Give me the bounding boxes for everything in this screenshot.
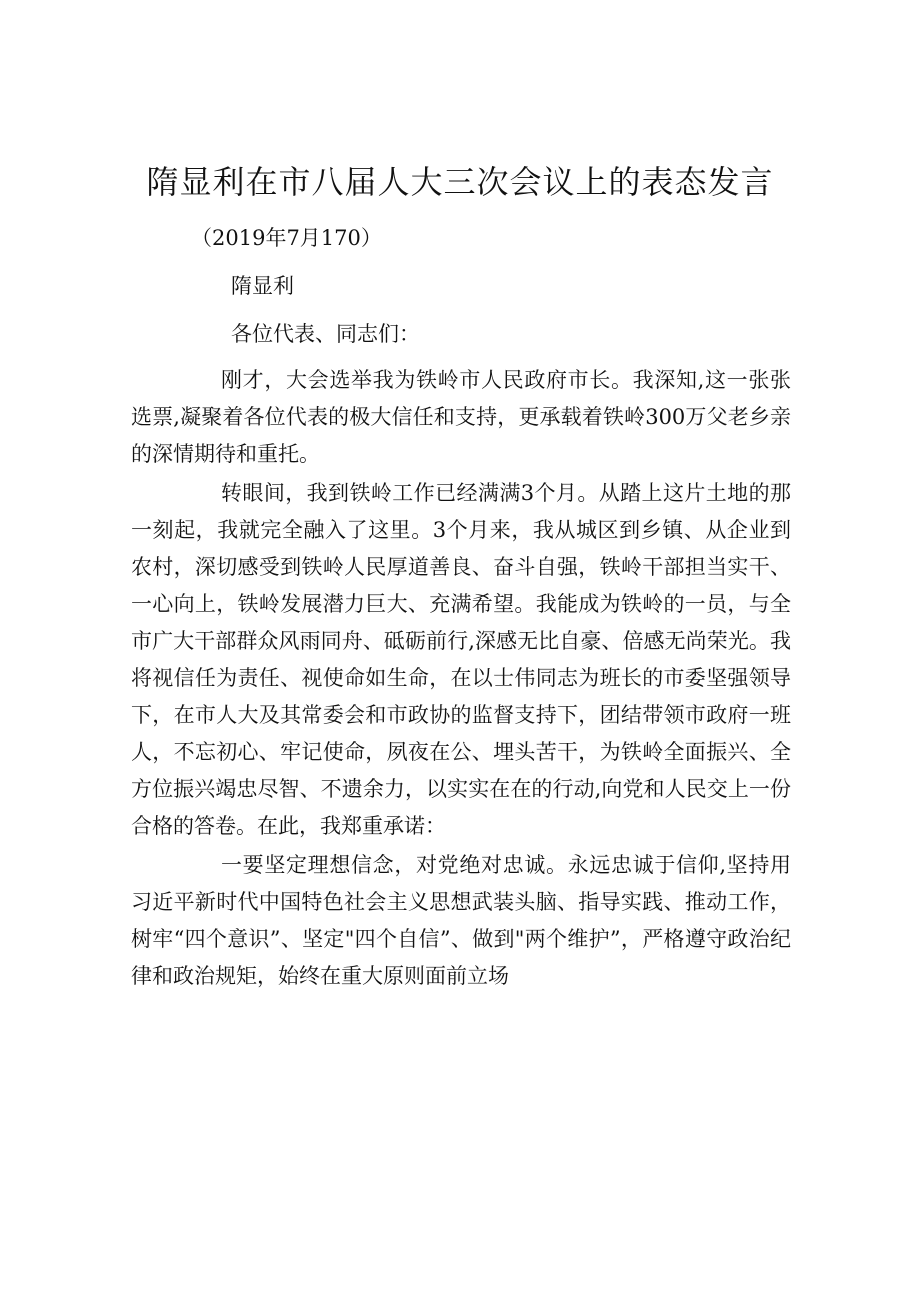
paragraph: 一要坚定理想信念，对党绝对忠诚。永远忠诚于信仰,坚持用习近平新时代中国特色社会主义思想武装头脑、指导实践、推动工作，树牢“四个意识”、坚定"四个自信”、做到"两个维护”，严格遵守政治纪律和政治规矩，始终在重大原则面前立场 [131, 853, 791, 988]
document-salutation: 各位代表、同志们： [231, 322, 420, 346]
document-body [131, 214, 791, 997]
document-title: 隋显利在市八届人大三次会议上的表态发言 [146, 163, 774, 201]
paragraph: 刚才，大会选举我为铁岭市人民政府市长。我深知,这一张张选票,凝聚着各位代表的极大信任和支持，更承载着铁岭300万父老乡亲的深情期待和重托。 [131, 368, 791, 466]
paragraph: 转眼间，我到铁岭工作已经满满3个月。从踏上这片土地的那一刻起，我就完全融入了这里。3个月来，我从城区到乡镇、从企业到农村，深切感受到铁岭人民厚道善良、奋斗自强，铁岭干部担当实干、一心向上，铁岭发展潜力巨大、充满希望。我能成为铁岭的一员，与全市广大干部群众风雨同舟、砥砺前行,深感无比自豪、倍感无尚荣光。我将视信任为责任、视使命如生命，在以士伟同志为班长的市委坚强领导下，在市人大及其常委会和市政协的监督支持下，团结带领市政府一班人，不忘初心、牢记使命，夙夜在公、埋头苦干，为铁岭全面振兴、全方位振兴竭忠尽智、不遗余力，以实实在在的行动,向党和人民交上一份合格的答卷。在此，我郑重承诺： [131, 481, 791, 838]
document-date: （2019年7月170） [191, 226, 382, 250]
document-author: 隋显利 [231, 274, 294, 298]
